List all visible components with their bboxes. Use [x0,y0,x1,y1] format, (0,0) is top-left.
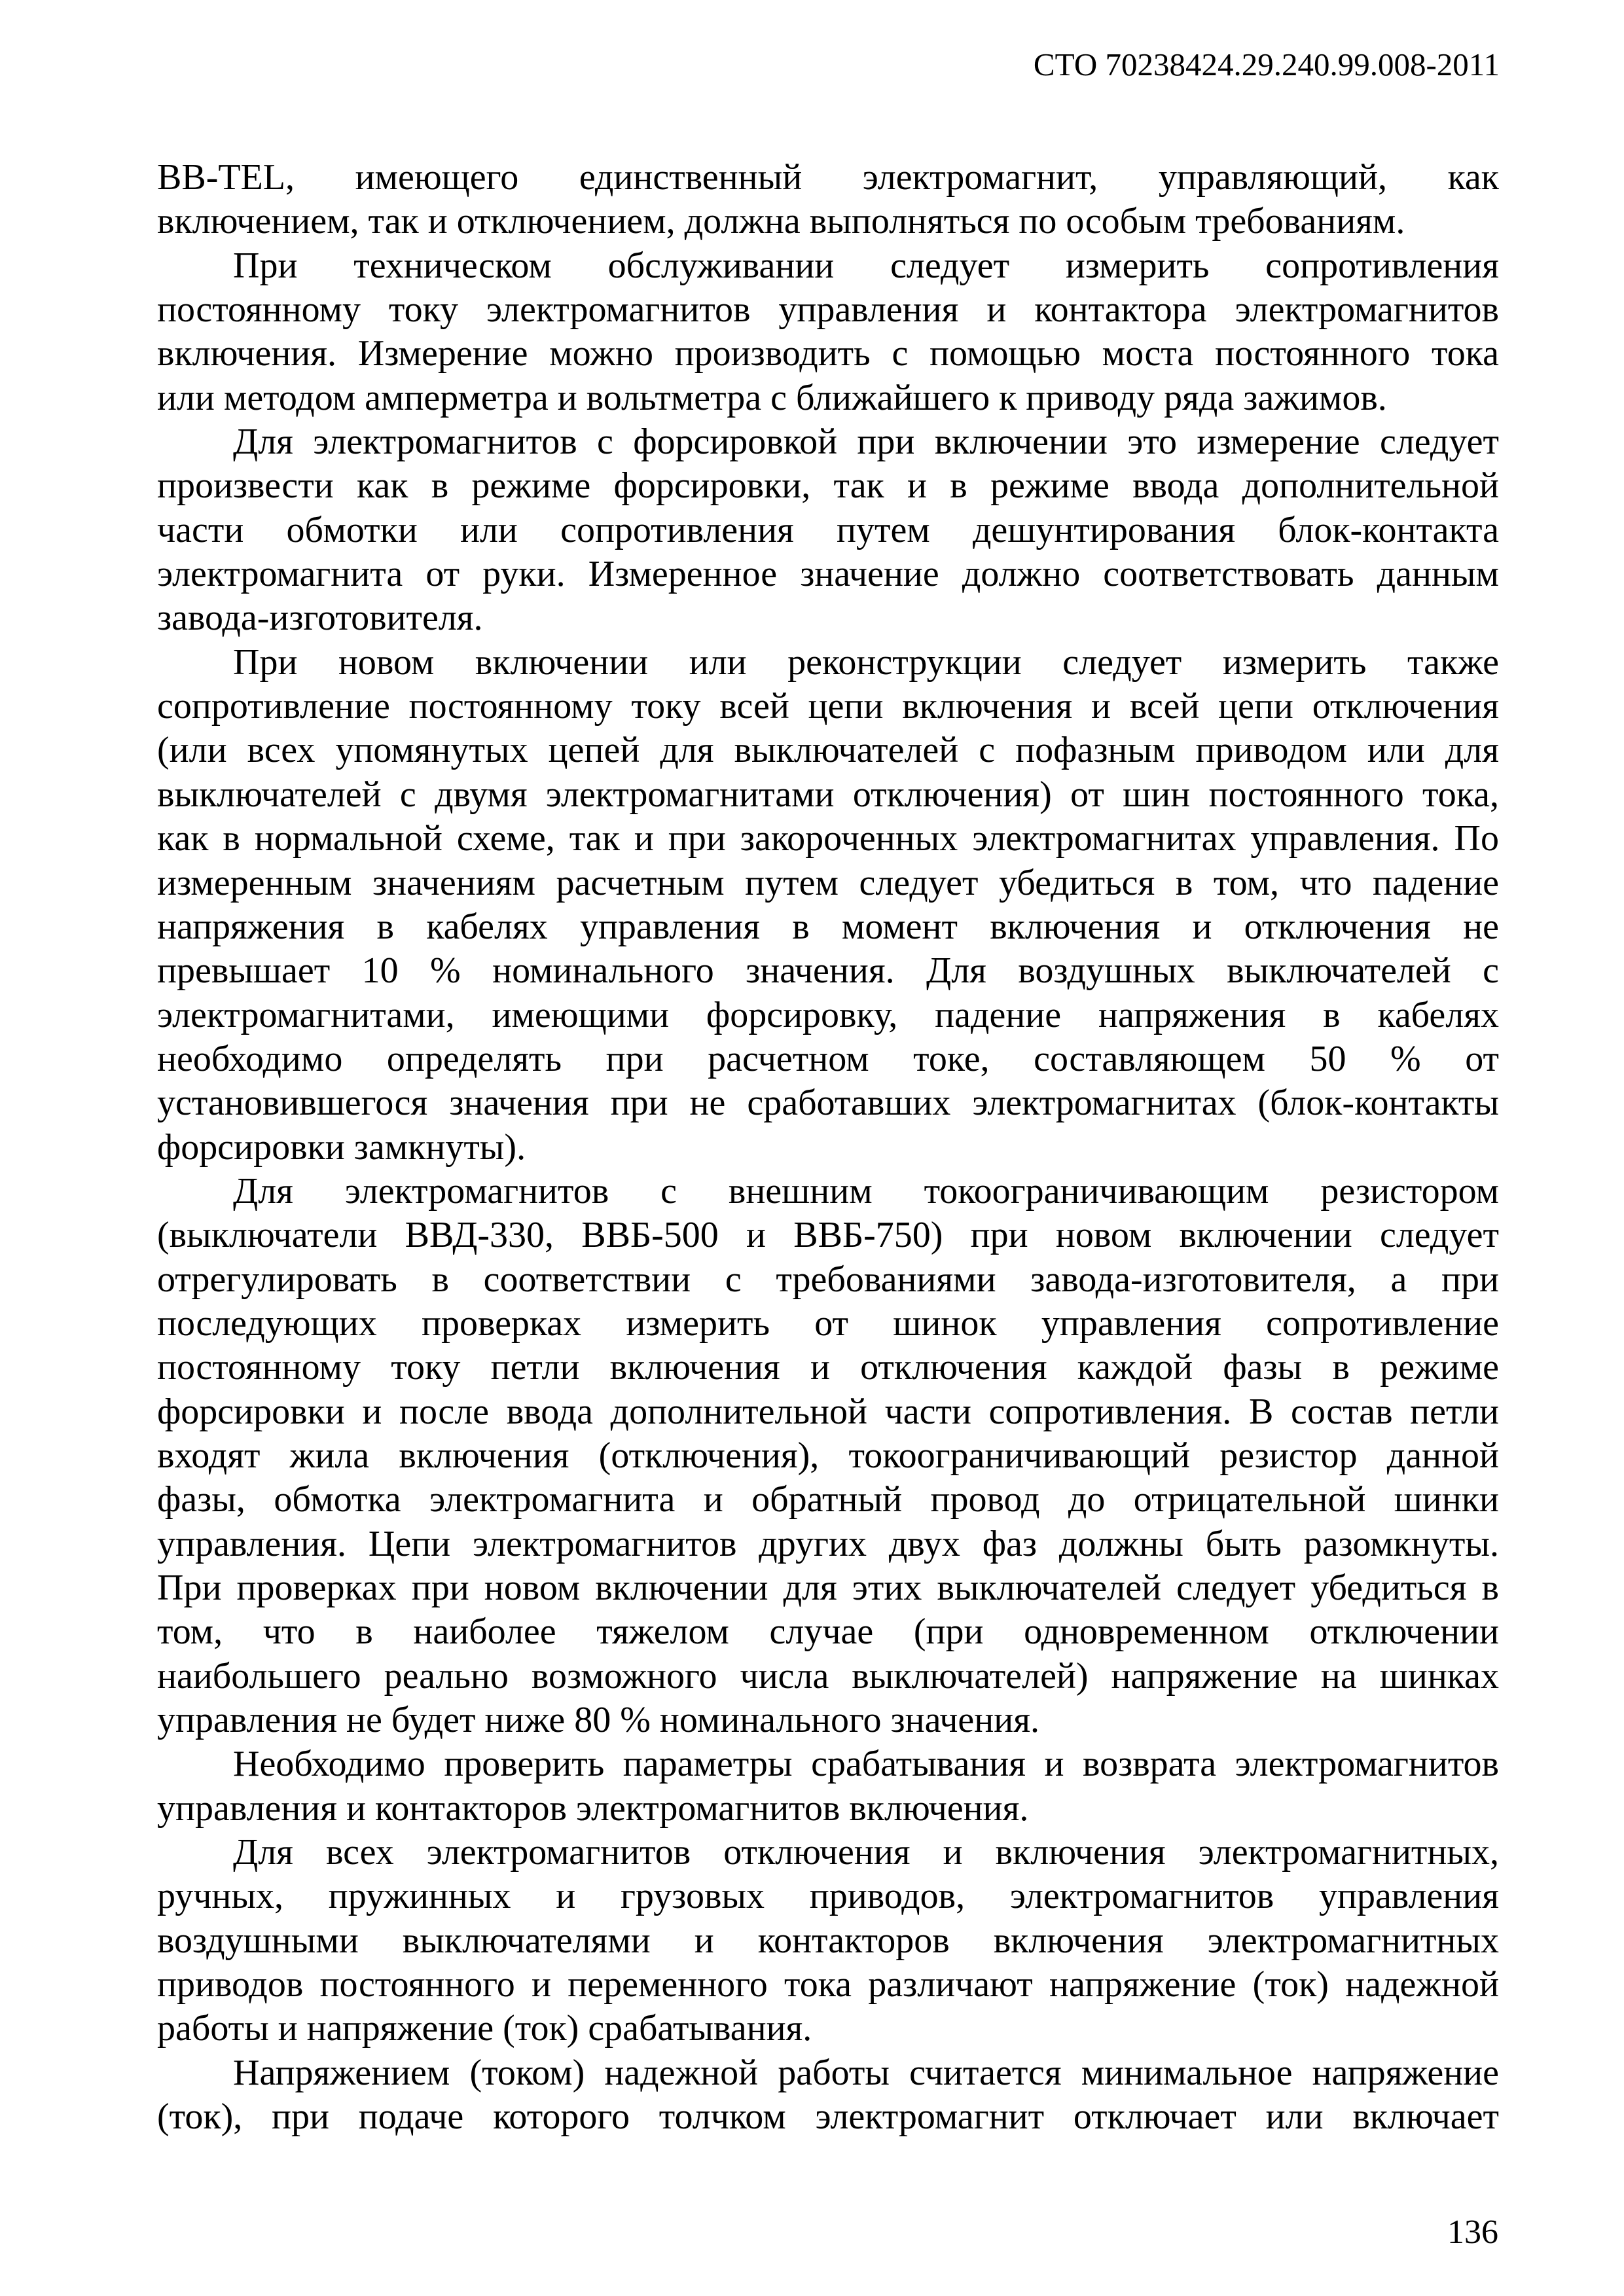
paragraph-4-line [157,949,1499,993]
paragraph-3-line [157,509,1499,552]
text-line: включения. Измерение можно производить с помощью моста постоянного тока [157,333,1499,374]
paragraph-8-line [157,2095,1499,2139]
paragraph-5-line [157,1434,1499,1478]
text-line: форсировки замкнуты). [157,1126,526,1168]
text-line: завода-изготовителя. [157,598,483,639]
text-line: или методом амперметра и вольтметра с ближайшего к приводу ряда зажимов. [157,377,1387,418]
paragraph-2 [157,244,1499,288]
text-line: Напряжением (током) надежной работы считается минимальное напряжение [233,2052,1499,2093]
paragraph-4-line [157,685,1499,728]
paragraph-5-end [157,1698,1499,1742]
text-line: (ток), при подаче которого толчком электромагнит отключает или включает [157,2096,1499,2138]
paragraph-7-line [157,1919,1499,1963]
paragraph-6 [157,1742,1499,1786]
text-line: При техническом обслуживании следует измерить сопротивления [233,245,1499,286]
document-code-header: СТО 70238424.29.240.99.008-2011 [1033,46,1500,82]
paragraph-4-line [157,773,1499,817]
paragraph-3 [157,420,1499,464]
text-line: Для электромагнитов с внешним токоограничивающим резистором [233,1170,1499,1211]
text-line: сопротивление постоянному току всей цепи включения и всей цепи отключения [157,686,1499,727]
text-line: воздушными выключателями и контакторов включения электромагнитных [157,1920,1499,1961]
paragraph-5-line [157,1478,1499,1522]
text-line: управления. Цепи электромагнитов других двух фаз должны быть разомкнуты. [157,1523,1499,1564]
page-number: 136 [1447,2214,1498,2251]
paragraph-7-line [157,1874,1499,1918]
text-line: постоянному току электромагнитов управления и контактора электромагнитов [157,289,1499,331]
paragraph-3-end [157,596,1499,640]
text-line: Для электромагнитов с форсировкой при включении это измерение следует [233,422,1499,463]
paragraph-4-line [157,905,1499,949]
paragraph-5-line [157,1213,1499,1257]
text-line: управления не будет ниже 80 % номинального значения. [157,1700,1039,1741]
text-line: (или всех упомянутых цепей для выключателей с пофазным приводом или для [157,730,1499,771]
text-line: форсировки и после ввода дополнительной части сопротивления. В состав петли [157,1391,1499,1432]
paragraph-6-end [157,1787,1499,1831]
text-line: части обмотки или сопротивления путем дешунтирования блок-контакта [157,509,1499,550]
text-line: наибольшего реально возможного числа выключателей) напряжение на шинках [157,1655,1499,1696]
paragraph-5-line [157,1346,1499,1390]
text-line: (выключатели ВВД-330, ВВБ-500 и ВВБ-750) при новом включении следует [157,1215,1499,1256]
paragraph-5-line [157,1302,1499,1346]
text-line: необходимо определять при расчетном токе, составляющем 50 % от [157,1038,1499,1079]
text-line: последующих проверках измерить от шинок управления сопротивление [157,1302,1499,1344]
text-line: работы и напряжение (ток) срабатывания. [157,2008,812,2049]
text-line: включением, так и отключением, должна выполняться по особым требованиям. [157,201,1405,242]
text-line: При новом включении или реконструкции следует измерить также [233,641,1499,683]
text-line: ВВ-TEL, имеющего единственный электромагнит, управляющий, как [157,157,1499,198]
paragraph-1-end [157,200,1499,243]
paragraph-4-end [157,1126,1499,1170]
paragraph-3-line [157,464,1499,508]
text-line: приводов постоянного и переменного тока различают напряжение (ток) надежной [157,1964,1499,2005]
paragraph-2-line [157,288,1499,332]
paragraph-5-line [157,1258,1499,1302]
paragraph-5-line [157,1610,1499,1654]
text-line: При проверках при новом включении для этих выключателей следует убедиться в [157,1568,1499,1608]
text-line: произвести как в режиме форсировки, так и в режиме ввода дополнительной [157,465,1499,507]
paragraph-5-line [157,1566,1499,1610]
text-line: как в нормальной схеме, так и при закороченных электромагнитах управления. По [157,818,1499,859]
paragraph-4-line [157,1081,1499,1125]
text-line: Для всех электромагнитов отключения и включения электромагнитных, [233,1832,1499,1873]
text-line: фазы, обмотка электромагнита и обратный провод до отрицательной шинки [157,1479,1499,1520]
paragraph-5-line [157,1655,1499,1698]
text-line: превышает 10 % номинального значения. Для воздушных выключателей с [157,950,1499,992]
paragraph-7-end [157,2007,1499,2051]
paragraph-2-line [157,332,1499,376]
paragraph-4 [157,641,1499,685]
text-line: выключателей с двумя электромагнитами отключения) от шин постоянного тока, [157,774,1499,815]
text-line: Необходимо проверить параметры срабатывания и возврата электромагнитов [233,1744,1499,1785]
paragraph-5-line [157,1522,1499,1566]
paragraph-4-line [157,861,1499,905]
text-line: том, что в наиболее тяжелом случае (при одновременном отключении [157,1611,1499,1653]
text-line: постоянному току петли включения и отключения каждой фазы в режиме [157,1347,1499,1388]
text-line: напряжения в кабелях управления в момент включения и отключения не [157,906,1499,947]
paragraph-3-line [157,552,1499,596]
paragraph-4-line [157,728,1499,772]
paragraph-5 [157,1170,1499,1213]
paragraph-4-line [157,817,1499,861]
paragraph-4-line [157,1037,1499,1081]
text-line: установившегося значения при не сработавших электромагнитах (блок-контакты [157,1083,1499,1124]
text-line: измеренным значениям расчетным путем следует убедиться в том, что падение [157,862,1499,903]
text-line: электромагнита от руки. Измеренное значение должно соответствовать данным [157,554,1499,595]
paragraph-2-end [157,376,1499,420]
paragraph-7 [157,1831,1499,1874]
text-line: отрегулировать в соответствии с требованиями завода-изготовителя, а при [157,1259,1499,1300]
body-text [157,156,1499,2139]
paragraph-4-line [157,994,1499,1037]
paragraph-8 [157,2051,1499,2095]
paragraph-1 [157,156,1499,200]
paragraph-5-line [157,1390,1499,1434]
text-line: ручных, пружинных и грузовых приводов, электромагнитов управления [157,1876,1499,1917]
paragraph-7-line [157,1963,1499,2007]
text-line: управления и контакторов электромагнитов включения. [157,1787,1029,1829]
text-line: входят жила включения (отключения), токоограничивающий резистор данной [157,1435,1499,1476]
text-line: электромагнитами, имеющими форсировку, падение напряжения в кабелях [157,994,1499,1035]
